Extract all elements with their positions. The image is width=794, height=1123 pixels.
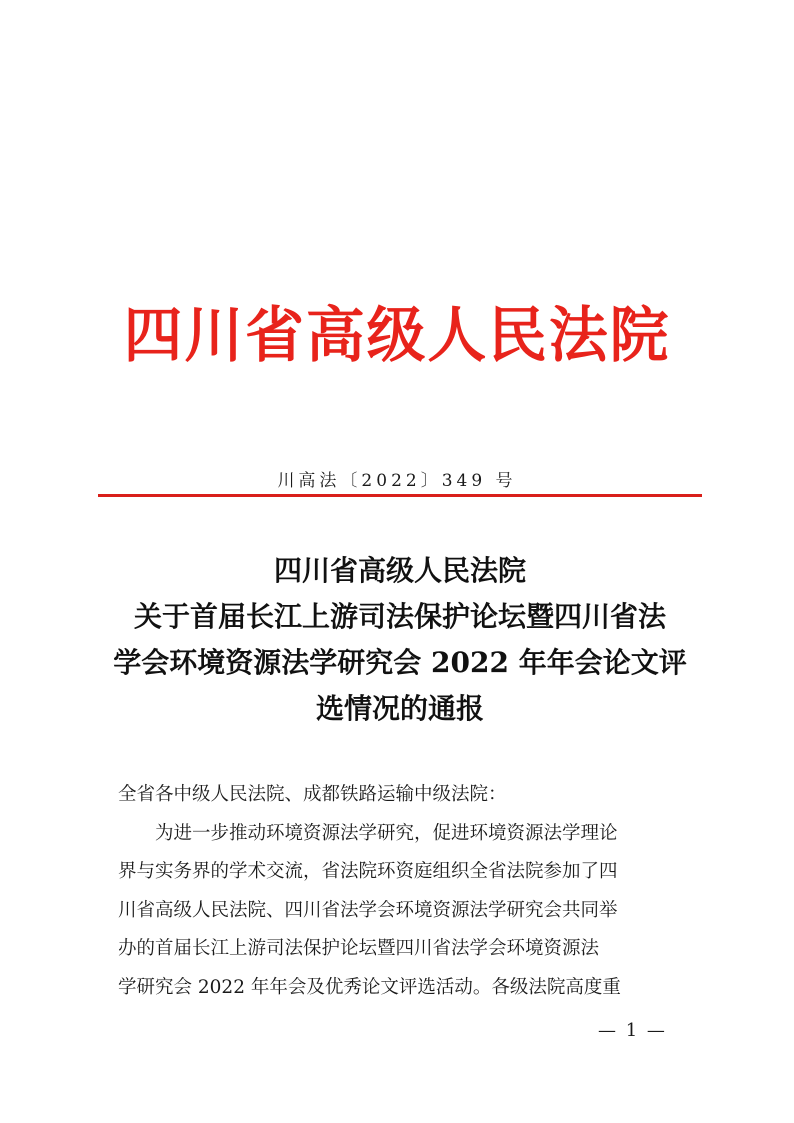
paragraph-line: 川省高级人民法院、四川省法学会环境资源法学研究会共同举 — [118, 899, 618, 921]
notice-title-line: 学会环境资源法学研究会 2022 年年会论文评 — [113, 646, 687, 679]
notice-title-line: 四川省高级人民法院 — [273, 554, 526, 587]
paragraph-line: 学研究会 2022 年年会及优秀论文评选活动。各级法院高度重 — [118, 976, 621, 998]
paragraph-line: 办的首届长江上游司法保护论坛暨四川省法学会环境资源法 — [118, 938, 600, 959]
notice-title-line: 关于首届长江上游司法保护论坛暨四川省法 — [133, 600, 666, 633]
body-text — [118, 776, 688, 1007]
salutation: 全省各中级人民法院、成都铁路运输中级法院： — [118, 784, 507, 805]
paragraph-line: 界与实务界的学术交流，省法院环资庭组织全省法院参加了四 — [118, 861, 618, 882]
issuer-masthead: 四川省高级人民法院 — [123, 301, 671, 371]
notice-title — [100, 548, 700, 732]
document-number: 川高法〔2022〕349 号 — [277, 471, 517, 491]
red-divider-line — [98, 494, 702, 497]
page-number: — 1 — — [598, 1020, 667, 1041]
paragraph-line: 为进一步推动环境资源法学研究，促进环境资源法学理论 — [155, 822, 618, 844]
notice-title-line: 选情况的通报 — [315, 692, 484, 725]
